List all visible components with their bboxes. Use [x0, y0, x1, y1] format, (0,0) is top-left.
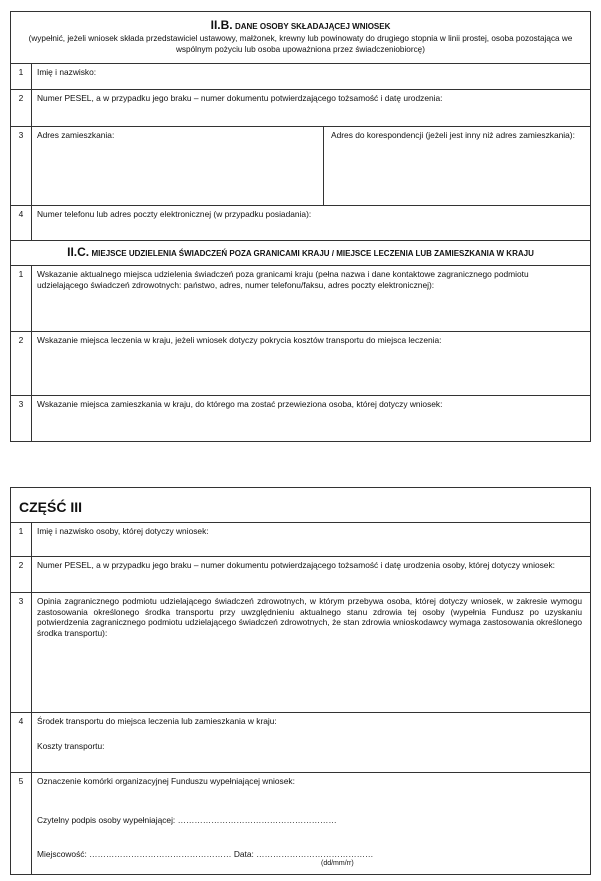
- transport-opinion-field[interactable]: Opinia zagranicznego podmiotu udzielającego świadczeń zdrowotnych, w którym przebywa osoba, której dotyczy wniosek, w zakresie wymogu zastosowania określonego środka transportu przy uwzględnieniu aktualnego stanu zdrowia tej osoby (wypełnia Fundusz po uzyskaniu potwierdzenia zagranicznego podmiotu udzielającego świadczeń zdrowotnych, że stan zdrowia wnioskodawcy wymaga zastosowania określonego środka transportu):: [37, 596, 582, 638]
- part-3-title: CZĘŚĆ III: [19, 499, 83, 515]
- phone-email-field[interactable]: Numer telefonu lub adres poczty elektronicznej (w przypadku posiadania):: [37, 209, 312, 219]
- residence-address-field[interactable]: Adres zamieszkania:: [37, 130, 115, 140]
- row-number: 3: [18, 130, 24, 140]
- fund-unit-field[interactable]: Oznaczenie komórki organizacyjnej Funduszu wypełniającej wniosek:: [37, 776, 295, 786]
- section-2c-title: II.C. MIEJSCE UDZIELENIA ŚWIADCZEŃ POZA GRANICAMI KRAJU / MIEJSCE LECZENIA LUB ZAMIESZKANIA W KRAJU: [67, 245, 534, 259]
- row-number: 2: [18, 560, 24, 570]
- part-3-table: [10, 487, 591, 875]
- domestic-treatment-place-field[interactable]: Wskazanie miejsca leczenia w kraju, jeżeli wniosek dotyczy pokrycia kosztów transportu do miejsca leczenia:: [37, 335, 442, 345]
- patient-pesel-field[interactable]: Numer PESEL, a w przypadku jego braku – numer dokumentu potwierdzającego tożsamość i datę urodzenia osoby, której dotyczy wniosek:: [37, 560, 555, 570]
- row-number: 4: [18, 716, 24, 726]
- section-2b-2c-table: [10, 11, 591, 442]
- date-format-hint: (dd/mm/rr): [321, 860, 354, 867]
- domestic-residence-place-field[interactable]: Wskazanie miejsca zamieszkania w kraju, do którego ma zostać przewieziona osoba, której dotyczy wniosek:: [37, 399, 443, 409]
- row-number: 4: [18, 209, 24, 219]
- row-number: 3: [18, 596, 24, 606]
- place-date-field[interactable]: Miejscowość: …………………………………………… Data: ……………………………………: [37, 849, 374, 859]
- section-2b-title: II.B. DANE OSOBY SKŁADAJĄCEJ WNIOSEK: [210, 18, 391, 32]
- row-number: 2: [18, 93, 24, 103]
- section-2b-subtitle: (wypełnić, jeżeli wniosek składa przedstawiciel ustawowy, małżonek, krewny lub powinowaty do drugiego stopnia w linii prostej, osoba pozostająca we wspólnym pożyciu lub osoba upoważniona przez świadczeniobiorcę): [28, 34, 573, 54]
- transport-costs-field[interactable]: Koszty transportu:: [37, 741, 105, 751]
- row-number: 3: [18, 399, 24, 409]
- row-number: 1: [18, 67, 24, 77]
- row-number: 2: [18, 335, 24, 345]
- row-number: 1: [18, 269, 24, 279]
- row-number: 5: [18, 776, 24, 786]
- name-field[interactable]: Imię i nazwisko:: [37, 67, 97, 77]
- signature-field[interactable]: Czytelny podpis osoby wypełniającej: …………………………………………………: [37, 815, 337, 825]
- pesel-field[interactable]: Numer PESEL, a w przypadku jego braku – numer dokumentu potwierdzającego tożsamość i datę urodzenia:: [37, 93, 443, 103]
- patient-name-field[interactable]: Imię i nazwisko osoby, której dotyczy wniosek:: [37, 526, 209, 536]
- transport-means-field[interactable]: Środek transportu do miejsca leczenia lub zamieszkania w kraju:: [37, 716, 277, 726]
- foreign-treatment-place-field[interactable]: Wskazanie aktualnego miejsca udzielenia świadczeń poza granicami kraju (pełna nazwa i dane kontaktowe zagranicznego podmiotu udzielającego świadczeń zdrowotnych: państwo, adres, numer telefonu/faksu, adres poczty elektronicznej):: [37, 269, 529, 290]
- row-number: 1: [18, 526, 24, 536]
- correspondence-address-field[interactable]: Adres do korespondencji (jeżeli jest inny niż adres zamieszkania):: [331, 130, 575, 140]
